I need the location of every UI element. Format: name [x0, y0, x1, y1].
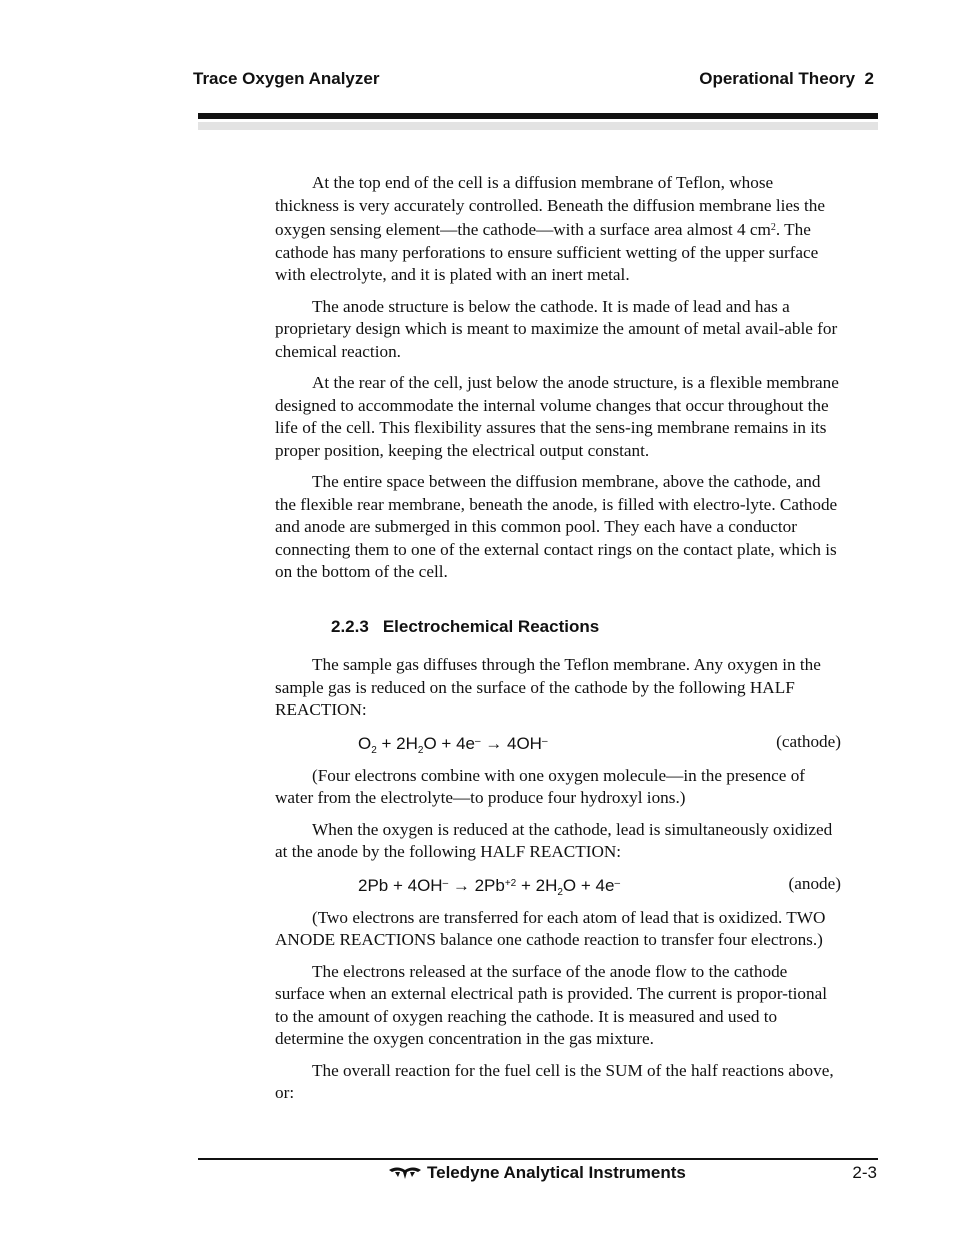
header-rule-shadow	[198, 122, 878, 130]
paragraph-anode: The anode structure is below the cathode. It is made of lead and has a proprietary design which is meant to maximize the amount of metal avail-able for chemical reaction.	[275, 296, 838, 361]
paragraph-electrolyte: The entire space between the diffusion membrane, above the cathode, and the flexible rear membrane, beneath the anode, is filled with electro-lyte. Cathode and anode are submerged in this common pool. They each have a conductor connecting them to one of the external contact rings on the contact plate, which is on the bottom of the cell.	[275, 472, 838, 581]
equation-cathode	[275, 731, 841, 755]
equation-anode-tag: (anode)	[788, 873, 841, 893]
paragraph-four-electrons: (Four electrons combine with one oxygen molecule—in the presence of water from the electrolyte—to produce four hydroxyl ions.)	[275, 765, 806, 807]
section-title: Electrochemical Reactions	[382, 616, 600, 636]
page-number: 2-3	[852, 1163, 877, 1182]
equation-anode-formula: $2Pb + 4OH^- \to 2Pb^{+2} + 2H_2O + 4e^-$	[358, 875, 620, 898]
equation-cathode-tag: (cathode)	[776, 731, 841, 751]
paragraph-oxygen-reduced: When the oxygen is reduced at the cathode, lead is simultaneously oxidized at the anode by the following HALF REACTION:	[275, 819, 833, 861]
footer-company-name: Teledyne Analytical Instruments	[427, 1163, 686, 1182]
paragraph-two-electrons: (Two electrons are transferred for each atom of lead that is oxidized. TWO ANODE REACTIONS balance one cathode reaction to transfer four electrons.)	[275, 907, 826, 949]
header-title-right: Operational Theory 2	[699, 69, 874, 88]
equation-anode	[275, 873, 841, 897]
section-number: 2.2.3	[331, 616, 369, 636]
paragraph-sample-gas: The sample gas diffuses through the Teflon membrane. Any oxygen in the sample gas is reduced on the surface of the cathode by the following HALF REACTION:	[275, 655, 821, 719]
superscript: 2	[770, 222, 776, 233]
section-heading	[331, 616, 841, 639]
header-rule	[198, 113, 878, 119]
footer-rule	[198, 1158, 878, 1160]
header-title-left: Trace Oxygen Analyzer	[193, 69, 380, 88]
paragraph-rear-membrane: At the rear of the cell, just below the anode structure, is a flexible membrane designed to accommodate the internal volume changes that occur throughout the life of the cell. This flexibility assures that the sens-ing membrane remains in its proper position, keeping the electrical output constant.	[275, 373, 839, 460]
page-body	[275, 172, 841, 1114]
equation-cathode-formula: $O_2 + 2H_2O + 4e^- \to 4OH^-$	[358, 733, 548, 756]
paragraph-overall-reaction: The overall reaction for the fuel cell is the SUM of the half reactions above, or:	[275, 1060, 834, 1102]
paragraph-membrane: At the top end of the cell is a diffusion membrane of Teflon, whose thickness is very accurately controlled. Beneath the diffusion membrane lies the oxygen sensing element—the cathode—with a surface area almost 4 $cm^2$. The cathode has many perforations to ensure sufficient wetting of the upper surface with electrolyte, and it is plated with an inert metal.	[275, 173, 825, 284]
footer-company	[388, 1163, 686, 1183]
teledyne-logo-icon	[388, 1166, 422, 1180]
paragraph-current-flow: The electrons released at the surface of the anode flow to the cathode surface when an external electrical path is provided. The current is propor-tional to the amount of oxygen reaching the cathode. It is measured and used to determine the oxygen concentration in the gas mixture.	[275, 961, 827, 1048]
